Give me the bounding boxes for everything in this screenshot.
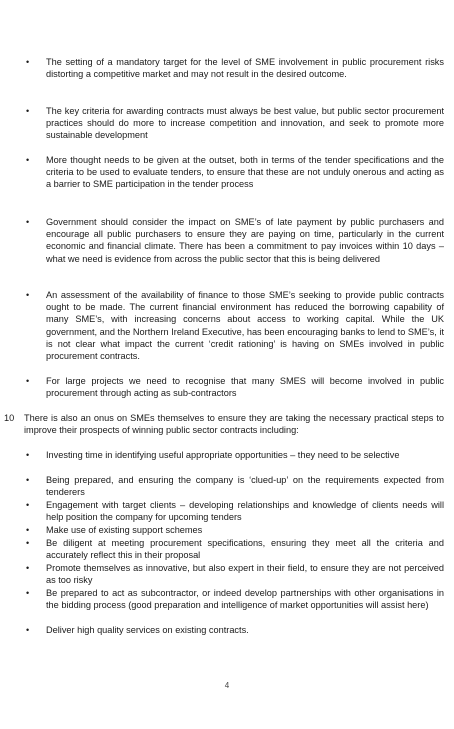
bullet-text: Make use of existing support schemes xyxy=(46,525,203,535)
bullet-text: Be prepared to act as subcontractor, or indeed develop partnerships with other organisations in the bidding process (good preparation and intelligence of market opportunities will assist here) xyxy=(46,588,444,611)
bullet-dot: • xyxy=(26,450,30,460)
bullet-text: Deliver high quality services on existing contracts. xyxy=(46,625,249,635)
bullet-text: Being prepared, and ensuring the company is ‘clued-up’ on the requirements expected from tenderers xyxy=(46,475,444,498)
bullet-dot: • xyxy=(26,106,30,116)
bullet-item xyxy=(26,105,444,142)
bullet-text: Government should consider the impact on SME’s of late payment by public purchasers and encourage all public purchasers to ensure they are paying on time, particularly in the current economic and financial climate. There has been a commitment to pay invoices within 10 days – what we need is evidence from across the public sector that this is being delivered xyxy=(46,217,444,264)
numbered-paragraph xyxy=(4,412,444,436)
bullet-text: Promote themselves as innovative, but also expert in their field, to ensure they are not perceived as too risky xyxy=(46,563,444,586)
paragraph-text: There is also an onus on SMEs themselves to ensure they are taking the necessary practical steps to improve their prospects of winning public sector contracts including: xyxy=(24,413,444,436)
bullet-item xyxy=(26,449,444,461)
bullet-dot: • xyxy=(26,475,30,485)
bullet-dot: • xyxy=(26,563,30,573)
bullet-item xyxy=(26,216,444,265)
bullet-dot: • xyxy=(26,290,30,300)
page-number: 4 xyxy=(224,681,230,690)
bullet-text: An assessment of the availability of finance to those SME’s seeking to provide public contracts ought to be made. The current financial environment has reduced the borrowing capability of many SME’s, with increasing concerns about access to working capital. While the UK government, and the Northern Ireland Executive, has been encouraging banks to lend to SME’s, it is not clear what impact the current ‘credit rationing’ is having on SMEs involved in public procurement contracts. xyxy=(46,290,444,362)
bullet-dot: • xyxy=(26,525,30,535)
bullet-item xyxy=(26,562,444,586)
bullet-text: For large projects we need to recognise that many SMES will become involved in public procurement through acting as sub-contractors xyxy=(46,376,444,399)
bullet-dot: • xyxy=(26,155,30,165)
bullet-item xyxy=(26,524,444,536)
bullet-dot: • xyxy=(26,217,30,227)
bullet-text: Engagement with target clients – developing relationships and knowledge of clients needs will help position the company for upcoming tenders xyxy=(46,500,444,523)
bullet-item xyxy=(26,289,444,362)
bullet-text: The setting of a mandatory target for the level of SME involvement in public procurement risks distorting a competitive market and may not result in the desired outcome. xyxy=(46,57,444,80)
bullet-text: The key criteria for awarding contracts must always be best value, but public sector procurement practices should do more to increase competition and innovation, and seek to promote more sustainable development xyxy=(46,106,444,141)
bullet-dot: • xyxy=(26,57,30,67)
bullet-dot: • xyxy=(26,376,30,386)
bullet-item xyxy=(26,375,444,399)
bullet-item xyxy=(26,587,444,611)
bullet-dot: • xyxy=(26,625,30,635)
bullet-dot: • xyxy=(26,588,30,598)
bullet-dot: • xyxy=(26,538,30,548)
bullet-item xyxy=(26,624,444,636)
bullet-text: Investing time in identifying useful appropriate opportunities – they need to be selective xyxy=(46,450,400,460)
bullet-item xyxy=(26,56,444,80)
bullet-item xyxy=(26,474,444,498)
bullet-dot: • xyxy=(26,500,30,510)
bullet-text: Be diligent at meeting procurement specifications, ensuring they meet all the criteria and accurately reflect this in their proposal xyxy=(46,538,444,561)
bullet-item xyxy=(26,499,444,523)
bullet-item xyxy=(26,537,444,561)
paragraph-number: 10 xyxy=(4,413,15,423)
bullet-text: More thought needs to be given at the outset, both in terms of the tender specifications and the criteria to be used to evaluate tenders, to ensure that these are not unduly onerous and acting as a barrier to SME participation in the tender process xyxy=(46,155,444,190)
bullet-item xyxy=(26,154,444,191)
